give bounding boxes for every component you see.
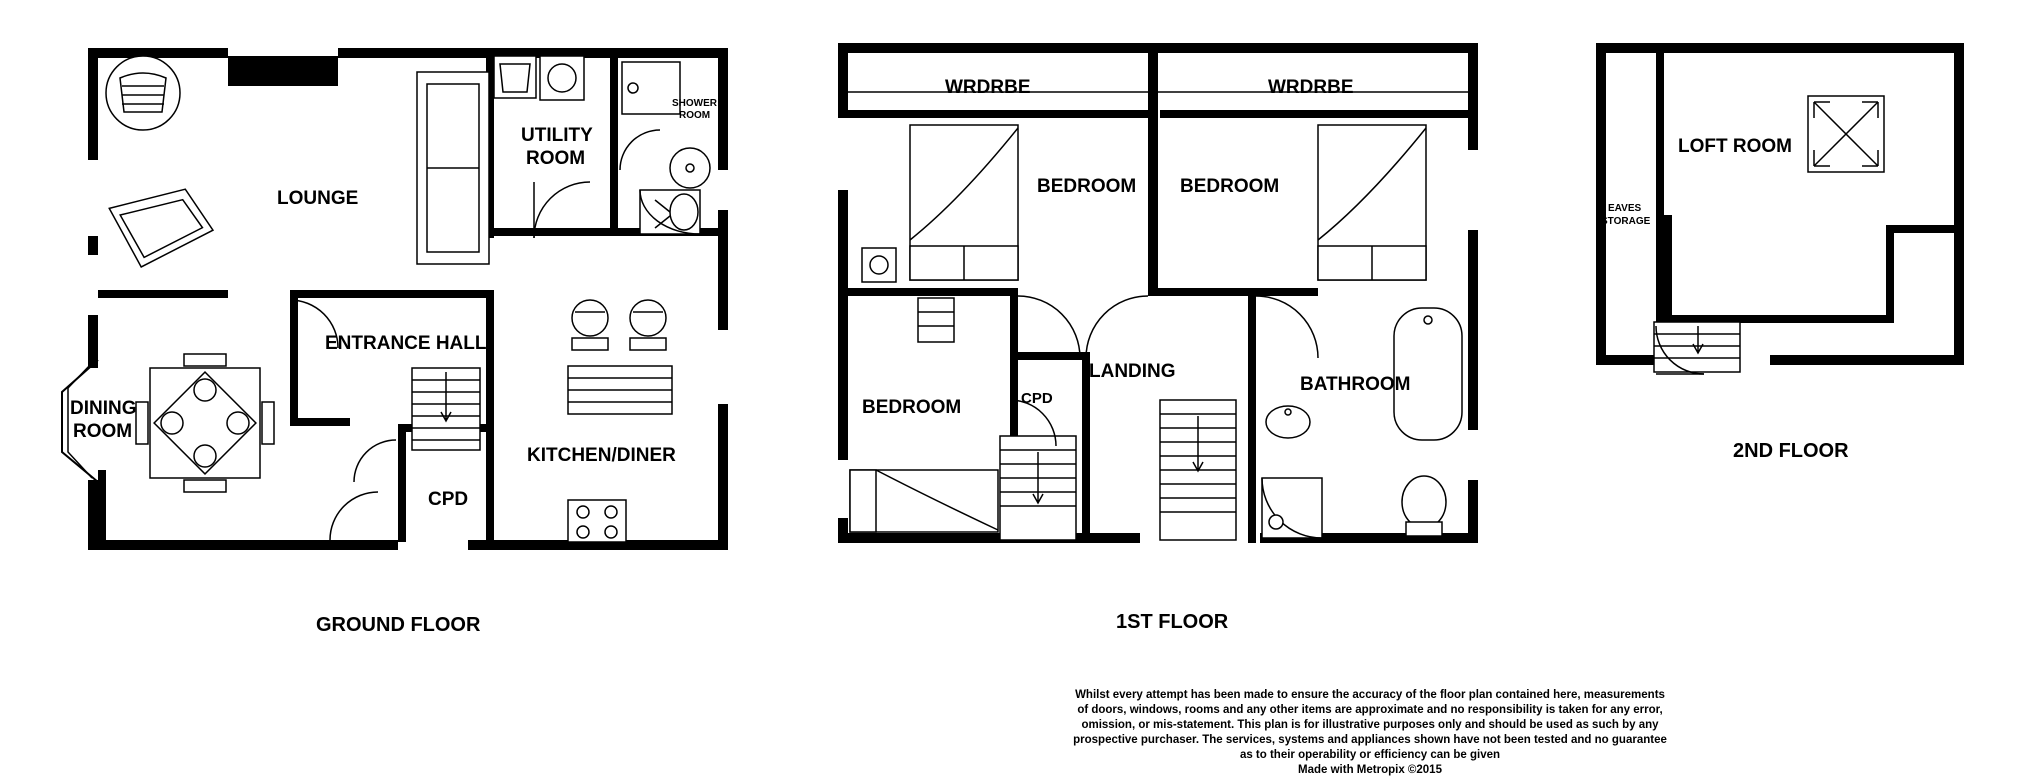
room-label-bedroom-front-right: BEDROOM [1180, 176, 1280, 197]
room-label-dining-line1: DINING [70, 398, 137, 419]
disclaimer-text [1020, 688, 1720, 778]
disclaimer-line-2: of doors, windows, rooms and any other items are approximate and no responsibility is taken for any error, [1077, 704, 1663, 716]
utility-appliances [494, 56, 584, 100]
bed-front-right [1318, 125, 1426, 280]
landing-stairs [1160, 400, 1236, 540]
lounge-sofa [417, 72, 489, 264]
room-label-entrance-hall: ENTRANCE HALL [325, 333, 487, 354]
room-label-utility-line1: UTILITY [521, 125, 593, 146]
first-floor-plan [836, 43, 1480, 633]
loft-stairs [1000, 436, 1076, 540]
room-label-landing: LANDING [1089, 361, 1176, 382]
room-label-cpd-first: CPD [1021, 390, 1053, 407]
second-floor-walls [1596, 43, 1964, 367]
room-label-lounge: LOUNGE [277, 188, 359, 209]
disclaimer-credit: Made with Metropix ©2015 [1298, 764, 1442, 776]
room-label-wardrobe-left: WRDRBE [945, 77, 1031, 98]
chest-of-drawers [918, 298, 954, 342]
room-label-bathroom: BATHROOM [1300, 374, 1411, 395]
bedside-table-left [862, 248, 896, 282]
room-label-dining-line2: ROOM [73, 421, 133, 442]
dining-table-set [136, 354, 274, 492]
room-label-bedroom-front-left: BEDROOM [1037, 176, 1137, 197]
disclaimer-line-1: Whilst every attempt has been made to ensure the accuracy of the floor plan contained here, measurements [1075, 689, 1665, 701]
bed-rear [850, 470, 998, 532]
floor-title-first: 1ST FLOOR [1116, 611, 1229, 633]
kitchen-fixtures [568, 300, 672, 542]
lounge-armchair [109, 178, 216, 271]
disclaimer-line-3: omission, or mis-statement. This plan is for illustrative purposes only and should be used as such by any [1081, 719, 1659, 731]
floor-title-second: 2ND FLOOR [1733, 440, 1849, 462]
shower-room-fixtures [622, 62, 710, 234]
ground-floor-stairs [412, 368, 480, 450]
room-label-shower-line1: SHOWER [672, 98, 717, 109]
ground-floor-plan [62, 46, 730, 636]
room-label-shower-line2: ROOM [679, 110, 711, 121]
floor-title-ground: GROUND FLOOR [316, 614, 481, 636]
bed-front-left [910, 125, 1018, 280]
room-label-cpd-ground: CPD [428, 489, 469, 510]
room-label-bedroom-rear: BEDROOM [862, 397, 962, 418]
room-label-wardrobe-right: WRDRBE [1268, 77, 1354, 98]
room-label-utility-line2: ROOM [526, 148, 586, 169]
second-floor-plan [1596, 43, 1964, 462]
lounge-fireplace [106, 56, 180, 130]
room-label-kitchen-diner: KITCHEN/DINER [527, 445, 676, 466]
room-label-eaves-line1: EAVES [1608, 203, 1642, 214]
room-label-loft-room: LOFT ROOM [1678, 136, 1792, 157]
bathroom-fixtures [1262, 308, 1462, 538]
disclaimer-line-4: prospective purchaser. The services, systems and appliances shown have not been tested and no guarantee [1073, 734, 1667, 746]
disclaimer-line-5: as to their operability or efficiency can be given [1239, 749, 1501, 761]
second-floor-stairs [1654, 322, 1740, 372]
room-label-eaves-line2: STORAGE [1601, 216, 1651, 227]
loft-room-marker [1808, 96, 1884, 172]
